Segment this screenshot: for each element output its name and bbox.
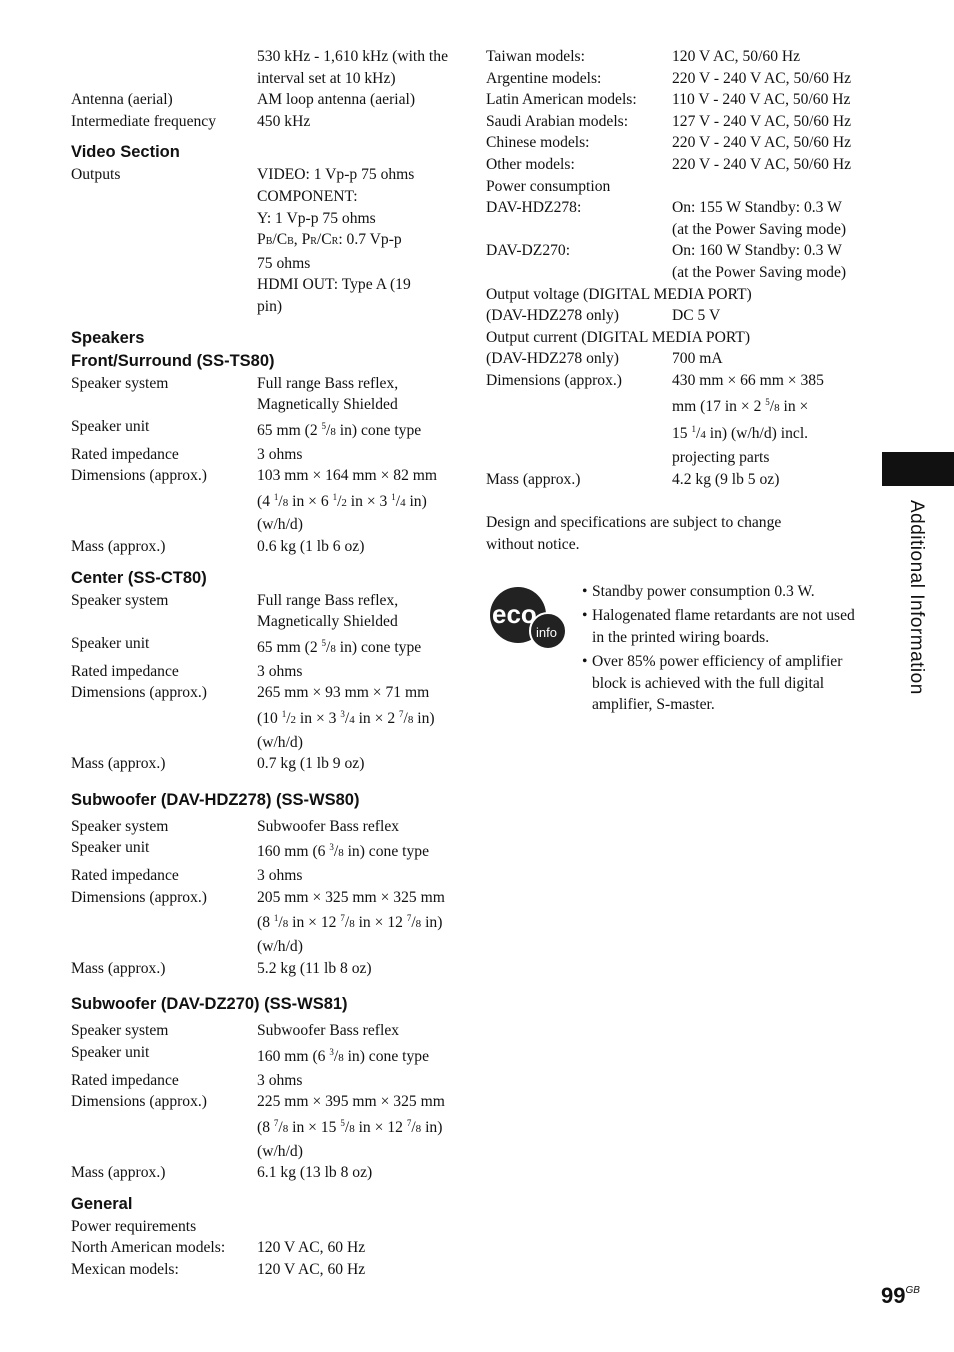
spec-value: 110 V - 240 V AC, 50/60 Hz: [672, 91, 851, 109]
page-number-suffix: GB: [905, 1285, 920, 1296]
spec-label: Rated impedance: [71, 662, 179, 680]
spec-value: 3 ohms: [257, 1071, 303, 1089]
spec-row: [71, 1091, 451, 1162]
front-surround-heading: Front/Surround (SS-TS80): [71, 351, 275, 370]
spec-row: [71, 1020, 451, 1042]
spec-row: [71, 1162, 451, 1184]
spec-label: Mass (approx.): [71, 959, 166, 977]
spec-row: [486, 89, 856, 111]
spec-row: [486, 154, 856, 176]
spec-value: 120 V AC, 60 Hz: [257, 1261, 366, 1279]
left-column: [71, 46, 451, 1281]
spec-row: [71, 837, 451, 865]
spec-value: 220 V - 240 V AC, 50/60 Hz: [672, 69, 852, 87]
spec-value: 530 kHz - 1,610 kHz (with the interval set at 10 kHz): [257, 48, 448, 87]
section-side-label: Additional Information: [906, 500, 927, 695]
spec-label: Taiwan models:: [486, 48, 585, 65]
spec-row: [71, 1237, 451, 1259]
spec-value: DC 5 V: [672, 307, 721, 325]
eco-logo-icon: [486, 581, 566, 653]
spec-row: [486, 469, 856, 491]
tuner-spec-list: [71, 46, 451, 132]
spec-label: [71, 46, 257, 89]
spec-value: VIDEO: 1 Vp-p 75 ohms COMPONENT: Y: 1 Vp-p 75 ohms PB/CB, PR/CR: 0.7 Vp-p 75 ohms HDMI OUT: Type A (19 pin): [257, 166, 415, 315]
spec-row: [486, 197, 856, 240]
spec-value: On: 160 W Standby: 0.3 W (at the Power Saving mode): [672, 242, 847, 281]
spec-row: [71, 373, 451, 416]
spec-label: Speaker system: [71, 591, 169, 609]
spec-label: Mass (approx.): [71, 1164, 166, 1182]
spec-value: 430 mm × 66 mm × 385 mm (17 in × 2 $^5$/8 in × 15 $^1$/4 in) (w/h/d) incl. projecting parts: [672, 371, 824, 467]
eco-logo-text: eco: [492, 599, 537, 630]
spec-label: Rated impedance: [71, 1071, 179, 1089]
spec-label: Speaker unit: [71, 634, 150, 652]
power-consumption-label: Power consumption: [486, 177, 611, 195]
eco-info-logo: [486, 581, 582, 718]
spec-label: Argentine models:: [486, 69, 602, 87]
spec-value: 220 V - 240 V AC, 50/60 Hz: [672, 155, 852, 173]
spec-label: Antenna (aerial): [71, 91, 173, 109]
spec-row: [486, 240, 856, 283]
spec-label: Latin American models:: [486, 91, 637, 109]
spec-label: Outputs: [71, 166, 121, 184]
spec-row: [71, 633, 451, 661]
spec-row: [71, 682, 451, 753]
spec-value: Subwoofer Bass reflex: [257, 1022, 400, 1040]
spec-row: [486, 348, 856, 370]
spec-row: [486, 132, 856, 154]
spec-label: Dimensions (approx.): [71, 684, 207, 702]
spec-value: 0.6 kg (1 lb 6 oz): [257, 538, 365, 556]
spec-label: (DAV-HDZ278 only): [486, 350, 619, 368]
front-spec-list: [71, 373, 451, 558]
spec-label: Speaker system: [71, 374, 169, 392]
spec-label: Dimensions (approx.): [71, 888, 207, 906]
speakers-heading: Speakers: [71, 328, 145, 347]
spec-row: [71, 1216, 451, 1238]
spec-label: Saudi Arabian models:: [486, 112, 629, 130]
spec-row: [486, 68, 856, 90]
spec-row: [71, 590, 451, 633]
spec-value: 225 mm × 395 mm × 325 mm (8 $^7$/8 in × 15 $^5$/8 in × 12 $^7$/8 in) (w/h/d): [257, 1093, 445, 1160]
spec-value: 3 ohms: [257, 867, 303, 885]
subwoofer-hdz278-heading: Subwoofer (DAV-HDZ278) (SS-WS80): [71, 790, 360, 809]
spec-label: Rated impedance: [71, 445, 179, 463]
spec-label: Mass (approx.): [486, 470, 581, 488]
video-section-heading: Video Section: [71, 143, 180, 162]
spec-row: [71, 444, 451, 466]
spec-value: 65 mm (2 $^5$/8 in) cone type: [257, 420, 422, 439]
spec-row: [71, 887, 451, 958]
spec-value: AM loop antenna (aerial): [257, 91, 416, 109]
spec-row: [71, 416, 451, 444]
spec-label: Dimensions (approx.): [71, 1093, 207, 1111]
spec-label: Other models:: [486, 155, 575, 173]
spec-value: Subwoofer Bass reflex: [257, 817, 400, 835]
spec-value: 120 V AC, 50/60 Hz: [672, 48, 801, 65]
eco-info-block: [486, 581, 856, 718]
right-column: [486, 46, 856, 718]
spec-row: [71, 536, 451, 558]
spec-row: [486, 46, 856, 68]
spec-value: 103 mm × 164 mm × 82 mm (4 $^1$/8 in × 6 $^1$/2 in × 3 $^1$/4 in) (w/h/d): [257, 467, 438, 534]
spec-row: [486, 370, 856, 469]
spec-value: On: 155 W Standby: 0.3 W (at the Power Saving mode): [672, 199, 847, 238]
spec-row: [71, 89, 451, 111]
spec-row: [71, 958, 451, 980]
video-spec-list: [71, 164, 451, 317]
spec-label: Speaker system: [71, 817, 169, 835]
spec-value: 6.1 kg (13 lb 8 oz): [257, 1164, 373, 1182]
general-heading: General: [71, 1194, 133, 1213]
spec-label: Mexican models:: [71, 1261, 179, 1279]
subwoofer-dz270-spec-list: [71, 1020, 451, 1184]
spec-value: Full range Bass reflex, Magnetically Shielded: [257, 591, 399, 631]
eco-logo-subtext: info: [536, 625, 557, 641]
spec-value: 120 V AC, 60 Hz: [257, 1239, 366, 1257]
spec-value: 5.2 kg (11 lb 8 oz): [257, 959, 372, 977]
page-number: $99^{GB}$: [881, 1283, 920, 1308]
spec-label: Speaker unit: [71, 839, 150, 857]
eco-bullet-list: [582, 581, 856, 718]
output-voltage-label: Output voltage (DIGITAL MEDIA PORT): [486, 285, 752, 303]
spec-value: 160 mm (6 $^3$/8 in) cone type: [257, 842, 429, 861]
power-models-list: [486, 46, 856, 176]
spec-label: Dimensions (approx.): [71, 467, 207, 485]
center-heading: Center (SS-CT80): [71, 568, 207, 587]
notice-text: Design and specifications are subject to change without notice.: [486, 514, 782, 553]
spec-label: Dimensions (approx.): [486, 371, 622, 389]
spec-label: Mass (approx.): [71, 755, 166, 773]
eco-bullet: • Halogenated flame retardants are not used in the printed wiring boards.: [582, 607, 855, 647]
output-current-label: Output current (DIGITAL MEDIA PORT): [486, 328, 751, 346]
spec-label: Speaker unit: [71, 1043, 150, 1061]
subwoofer-dz270-heading: Subwoofer (DAV-DZ270) (SS-WS81): [71, 995, 348, 1014]
spec-row: [71, 1042, 451, 1070]
spec-row: [71, 753, 451, 775]
spec-value: 3 ohms: [257, 662, 303, 680]
spec-row: [71, 46, 451, 89]
power-consumption-list: [486, 197, 856, 283]
spec-label: DAV-DZ270:: [486, 242, 571, 260]
spec-value: 3 ohms: [257, 445, 303, 463]
spec-label: Speaker unit: [71, 417, 150, 435]
spec-row: [71, 865, 451, 887]
spec-label: (DAV-HDZ278 only): [486, 307, 619, 325]
spec-value: 205 mm × 325 mm × 325 mm (8 $^1$/8 in × 12 $^7$/8 in × 12 $^7$/8 in) (w/h/d): [257, 888, 445, 956]
spec-row: [71, 465, 451, 536]
spec-value: 700 mA: [672, 350, 723, 368]
spec-value: Full range Bass reflex, Magnetically Shielded: [257, 374, 399, 414]
eco-bullet: • Standby power consumption 0.3 W.: [582, 583, 815, 601]
spec-value: 450 kHz: [257, 112, 311, 130]
eco-bullet: • Over 85% power efficiency of amplifier block is achieved with the full digital amplifier, S-master.: [582, 653, 843, 714]
spec-row: [71, 1070, 451, 1092]
spec-value: 220 V - 240 V AC, 50/60 Hz: [672, 134, 852, 152]
spec-value: 4.2 kg (9 lb 5 oz): [672, 470, 780, 488]
spec-label: Speaker system: [71, 1022, 169, 1040]
general-spec-list: [71, 1216, 451, 1281]
spec-row: [71, 111, 451, 133]
spec-label: Rated impedance: [71, 867, 179, 885]
spec-label: Mass (approx.): [71, 538, 166, 556]
spec-label: Chinese models:: [486, 134, 590, 152]
spec-row: [486, 305, 856, 327]
spec-value: 265 mm × 93 mm × 71 mm (10 $^1$/2 in × 3 $^3$/4 in × 2 $^7$/8 in) (w/h/d): [257, 684, 435, 751]
spec-row: [71, 816, 451, 838]
spec-value: [257, 1216, 451, 1238]
spec-value: 65 mm (2 $^5$/8 in) cone type: [257, 637, 422, 657]
spec-label: Intermediate frequency: [71, 112, 217, 130]
spec-row: [71, 1259, 451, 1281]
spec-label: Power requirements: [71, 1217, 197, 1235]
spec-row: [486, 111, 856, 133]
spec-row: [71, 164, 451, 317]
spec-value: 127 V - 240 V AC, 50/60 Hz: [672, 112, 852, 130]
center-spec-list: [71, 590, 451, 775]
spec-row: [71, 661, 451, 683]
spec-value: 160 mm (6 $^3$/8 in) cone type: [257, 1046, 429, 1066]
spec-label: DAV-HDZ278:: [486, 199, 582, 217]
subwoofer-hdz278-spec-list: [71, 816, 451, 980]
spec-label: North American models:: [71, 1239, 226, 1257]
section-tab-marker: [882, 452, 954, 486]
spec-value: 0.7 kg (1 lb 9 oz): [257, 755, 365, 773]
